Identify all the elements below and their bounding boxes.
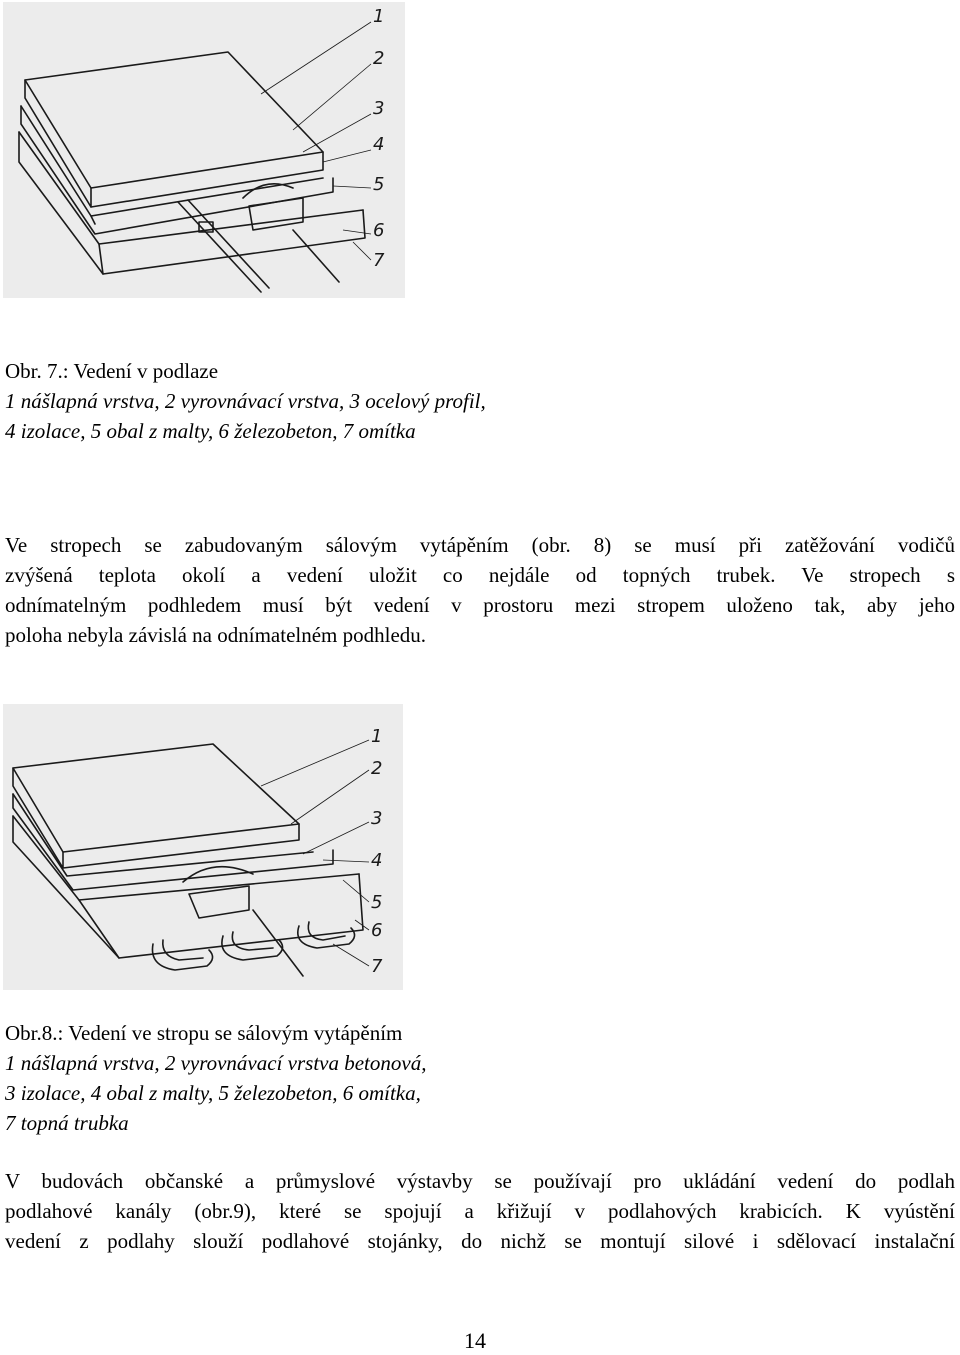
paragraph-line: podlahové kanály (obr.9), které se spojují a křižují v podlahových krabicích. K vyústění	[5, 1199, 955, 1223]
page-number: 14	[464, 1328, 486, 1353]
callout-4: 4	[373, 134, 385, 155]
figure-7-caption-title: Obr. 7.: Vedení v podlaze	[5, 359, 219, 383]
callout-7: 7	[373, 250, 385, 271]
callout-6: 6	[371, 920, 383, 941]
figure-7-floor-wiring-drawing	[3, 2, 405, 298]
body-paragraph-2	[5, 1166, 955, 1256]
paragraph-line: zvýšená teplota okolí a vedení uložit co nejdále od topných trubek. Ve stropech s	[5, 563, 955, 587]
figure-8-caption-title: Obr.8.: Vedení ve stropu se sálovým vytápěním	[5, 1021, 403, 1045]
callout-6: 6	[373, 220, 385, 241]
figure-7-caption-line: 1 nášlapná vrstva, 2 vyrovnávací vrstva, 3 ocelový profil,	[5, 389, 486, 413]
figure-8-caption-line: 7 topná trubka	[5, 1111, 129, 1135]
callout-5: 5	[371, 892, 383, 913]
body-paragraph-1	[5, 530, 955, 650]
paragraph-line: odnímatelným podhledem musí být vedení v prostoru mezi stropem uloženo tak, aby jeho	[5, 593, 955, 617]
paragraph-line: poloha nebyla závislá na odnímatelném podhledu.	[5, 623, 427, 647]
callout-4: 4	[371, 850, 383, 871]
paragraph-line: V budovách občanské a průmyslové výstavby se používají pro ukládání vedení do podlah	[5, 1169, 955, 1193]
figure-8-ceiling-heating-drawing	[3, 704, 403, 990]
figure-8-caption-line: 3 izolace, 4 obal z malty, 5 železobeton, 6 omítka,	[5, 1081, 421, 1105]
figure-8-caption-line: 1 nášlapná vrstva, 2 vyrovnávací vrstva betonová,	[5, 1051, 427, 1075]
callout-3: 3	[371, 808, 383, 829]
figure-7-caption-line: 4 izolace, 5 obal z malty, 6 železobeton, 7 omítka	[5, 419, 416, 443]
callout-2: 2	[373, 48, 385, 69]
callout-5: 5	[373, 174, 385, 195]
paragraph-line: vedení z podlahy slouží podlahové stojánky, do nichž se montují silové i sdělovací instalační	[5, 1229, 955, 1253]
callout-7: 7	[371, 956, 383, 977]
paragraph-line: Ve stropech se zabudovaným sálovým vytápěním (obr. 8) se musí při zatěžování vodičů	[5, 533, 955, 557]
callout-3: 3	[373, 98, 385, 119]
callout-1: 1	[371, 726, 383, 747]
callout-2: 2	[371, 758, 383, 779]
callout-1: 1	[373, 6, 385, 27]
